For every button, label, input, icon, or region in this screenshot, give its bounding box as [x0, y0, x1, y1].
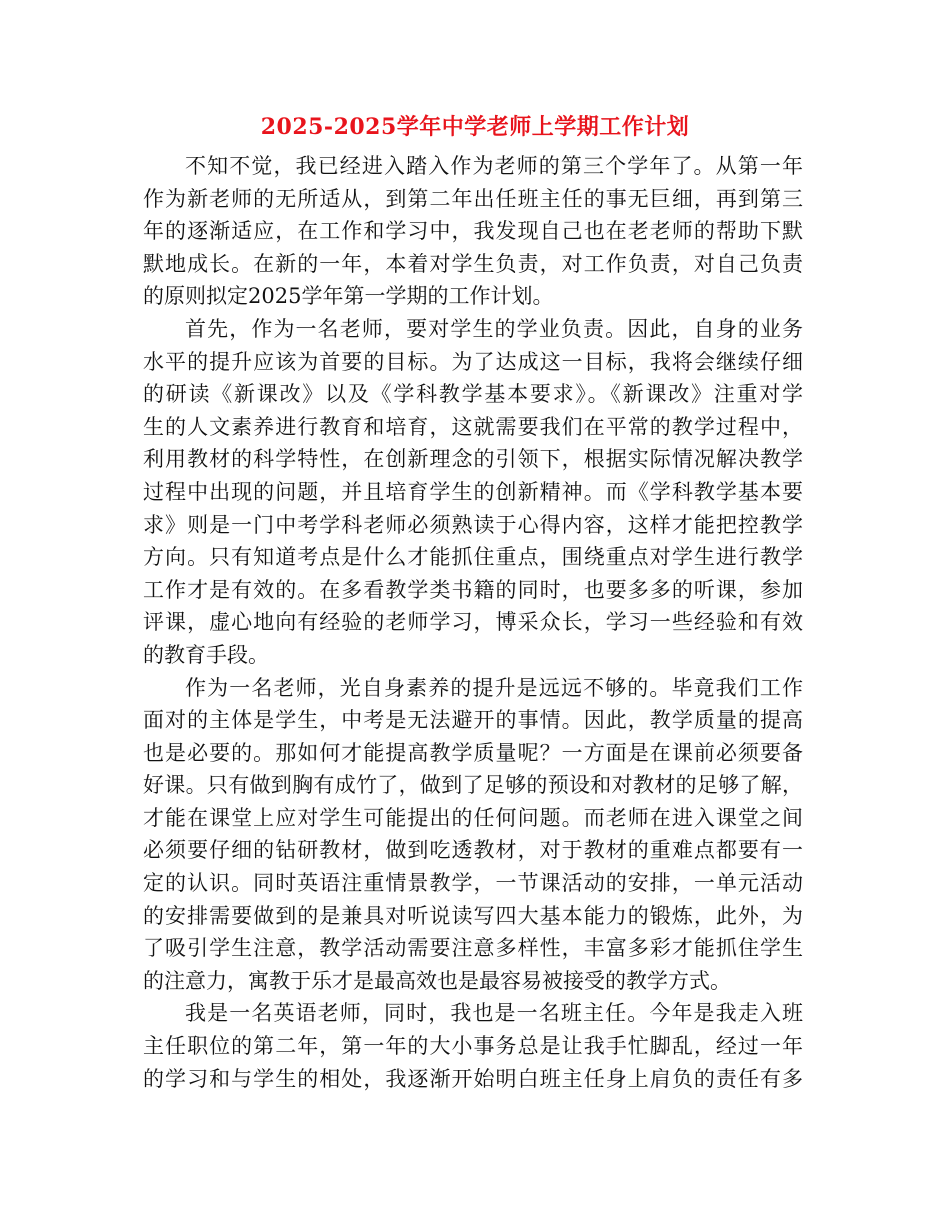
text-line: 首先，作为一名老师，要对学生的学业负责。因此，自身的业务	[185, 316, 803, 341]
text-line: 方向。只有知道考点是什么才能抓住重点，围绕重点对学生进行教学	[143, 545, 803, 570]
text-line: 水平的提升应该为首要的目标。为了达成这一目标，我将会继续仔细	[143, 349, 803, 374]
text-line: 求》则是一门中考学科老师必须熟读于心得内容，这样才能把控教学	[143, 512, 803, 537]
text-line: 默地成长。在新的一年，本着对学生负责，对工作负责，对自己负责	[143, 251, 803, 276]
text-line: 工作才是有效的。在多看教学类书籍的同时，也要多多的听课，参加	[143, 577, 803, 602]
text-line: 的教育手段。	[143, 642, 269, 667]
text-line: 年的逐渐适应，在工作和学习中，我发现自己也在老老师的帮助下默	[143, 219, 803, 244]
text-line: 评课，虚心地向有经验的老师学习，博采众长，学习一些经验和有效	[143, 610, 803, 635]
text-line: 主任职位的第二年，第一年的大小事务总是让我手忙脚乱，经过一年	[143, 1034, 803, 1059]
text-line: 才能在课堂上应对学生可能提出的任何问题。而老师在进入课堂之间	[143, 805, 803, 830]
text-line: 过程中出现的问题，并且培育学生的创新精神。而《学科教学基本要	[143, 479, 803, 504]
text-line: 利用教材的科学特性，在创新理念的引领下，根据实际情况解决教学	[143, 447, 803, 472]
text-line: 必须要仔细的钻研教材，做到吃透教材，对于教材的重难点都要有一	[143, 838, 803, 863]
text-line: 面对的主体是学生，中考是无法避开的事情。因此，教学质量的提高	[143, 708, 803, 733]
text-line: 好课。只有做到胸有成竹了，做到了足够的预设和对教材的足够了解，	[143, 773, 803, 798]
text-line: 不知不觉，我已经进入踏入作为老师的第三个学年了。从第一年	[185, 154, 803, 178]
text-line: 也是必要的。那如何才能提高教学质量呢？一方面是在课前必须要备	[143, 740, 803, 765]
text-line: 的安排需要做到的是兼具对听说读写四大基本能力的锻炼，此外，为	[143, 903, 803, 928]
paragraph	[143, 150, 803, 313]
document-body	[143, 150, 803, 1095]
text-line: 的研读《新课改》以及《学科教学基本要求》。《新课改》注重对学	[143, 382, 803, 407]
text-line: 定的认识。同时英语注重情景教学，一节课活动的安排，一单元活动	[143, 871, 803, 896]
paragraph	[143, 313, 803, 672]
text-line: 生的人文素养进行教育和培育，这就需要我们在平常的教学过程中，	[143, 414, 803, 439]
text-line: 作为新老师的无所适从，到第二年出任班主任的事无巨细，再到第三	[143, 186, 803, 211]
document-title: 2025-2025学年中学老师上学期工作计划	[260, 114, 690, 140]
text-line: 的注意力，寓教于乐才是最高效也是最容易被接受的教学方式。	[143, 968, 731, 993]
text-line: 的原则拟定2025学年第一学期的工作计划。	[143, 284, 554, 309]
paragraph	[143, 997, 803, 1095]
text-line: 我是一名英语老师，同时，我也是一名班主任。今年是我走入班	[185, 1001, 803, 1026]
paragraph	[143, 672, 803, 998]
text-line: 作为一名老师，光自身素养的提升是远远不够的。毕竟我们工作	[185, 675, 803, 700]
text-line: 了吸引学生注意，教学活动需要注意多样性，丰富多彩才能抓住学生	[143, 936, 803, 961]
text-line: 的学习和与学生的相处，我逐渐开始明白班主任身上肩负的责任有多	[143, 1066, 803, 1091]
